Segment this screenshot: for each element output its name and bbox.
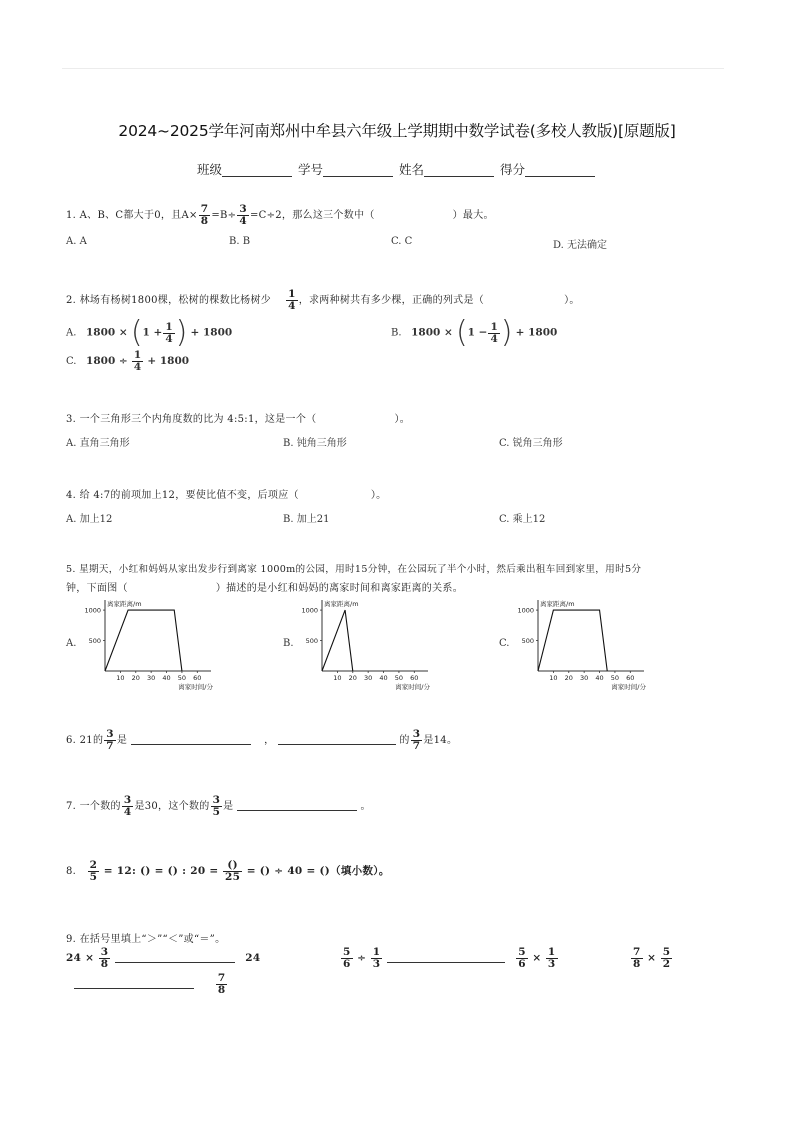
answer-blank[interactable]	[278, 733, 396, 745]
name-label: 姓名	[398, 162, 424, 177]
x-tick-label: 10	[116, 674, 125, 682]
x-tick-label: 60	[193, 674, 202, 682]
x-tick-label: 50	[177, 674, 187, 682]
question-5-line-2: 钟，下面图（ ）描述的是小红和妈妈的离家时间和离家距离的关系。	[66, 583, 464, 594]
x-tick-label: 10	[549, 674, 558, 682]
name-field[interactable]	[424, 164, 494, 177]
x-tick-label: 20	[564, 674, 573, 682]
answer-blank[interactable]	[74, 977, 194, 989]
y-axis-label: 离家距离/m	[540, 600, 575, 608]
x-tick-label: 50	[610, 674, 620, 682]
chart-option-c	[513, 596, 653, 692]
x-axis-label: 离家时间/分	[395, 683, 430, 691]
q2-option-c[interactable]: C. 1800 ÷ $\frac{1}{4}$ + 1800	[66, 349, 190, 373]
q3-option-c[interactable]: C. 锐角三角形	[499, 438, 563, 449]
q1-option-c[interactable]: C. C	[391, 236, 413, 247]
x-tick-label: 50	[394, 674, 404, 682]
q2-option-a[interactable]: A. 1800 × (1 + $\frac{1}{4}$ ) + 1800	[66, 315, 233, 350]
score-label: 得分	[499, 162, 525, 177]
answer-blank[interactable]	[115, 951, 235, 963]
x-tick-label: 30	[364, 674, 373, 682]
chart-option-b	[297, 596, 437, 692]
q3-option-a[interactable]: A. 直角三角形	[66, 438, 130, 449]
y-axis-label: 离家距离/m	[107, 600, 142, 608]
y-tick-label: 1000	[517, 606, 534, 615]
q3-option-b[interactable]: B. 钝角三角形	[283, 438, 347, 449]
x-tick-label: 60	[626, 674, 635, 682]
question-2: 2. 林场有杨树1800棵，松树的棵数比杨树少 $\frac{1}{4}$ ，求两种树共有多少棵，正确的列式是（ ）。	[66, 288, 580, 312]
y-tick-label: 1000	[301, 606, 318, 615]
y-tick-label: 500	[305, 637, 318, 646]
answer-blank[interactable]	[387, 951, 505, 963]
question-9: 9. 在括号里填上“＞”“＜”或“＝”。	[66, 934, 226, 945]
question-6: 6. 21的 $\frac{3}{7}$ 是 ， 的 $\frac{3}{7}$ 是14。	[66, 728, 458, 752]
fraction: $\frac{3}{4}$	[239, 203, 247, 227]
id-field[interactable]	[323, 164, 393, 177]
q4-option-a[interactable]: A. 加上12	[66, 514, 113, 525]
x-tick-label: 20	[131, 674, 140, 682]
q1-option-b[interactable]: B. B	[229, 236, 251, 247]
student-info-line	[0, 160, 794, 178]
x-tick-label: 10	[333, 674, 342, 682]
fraction: $\frac{1}{4}$	[288, 288, 296, 312]
x-tick-label: 40	[162, 674, 171, 682]
q2-option-b[interactable]: B. 1800 × (1 − $\frac{1}{4}$ ) + 1800	[391, 315, 558, 350]
page-title: 2024~2025学年河南郑州中牟县六年级上学期期中数学试卷(多校人教版)[原题版]	[118, 122, 676, 140]
question-3: 3. 一个三角形三个内角度数的比为 4:5:1，这是一个（ ）。	[66, 414, 411, 425]
x-tick-label: 20	[348, 674, 357, 682]
class-label: 班级	[196, 162, 222, 177]
x-axis-label: 离家时间/分	[611, 683, 646, 691]
q5-option-b-label[interactable]: B.	[283, 638, 294, 649]
series-line	[538, 610, 607, 671]
question-9-b: $\frac{5}{6}$ ÷ $\frac{1}{3}$ $\frac{5}{6}$ × $\frac{1}{3}$	[343, 946, 556, 970]
q1-option-a[interactable]: A. A	[66, 236, 87, 247]
question-9-a: 24 × $\frac{3}{8}$ 24	[66, 946, 261, 970]
x-tick-label: 40	[379, 674, 388, 682]
question-4: 4. 给 4:7的前项加上12，要使比值不变，后项应（ ）。	[66, 490, 387, 501]
x-tick-label: 40	[595, 674, 604, 682]
question-8: 8. $\frac{2}{5}$ = 12: () = () : 20 = $\frac{()}{25}$ = () ÷ 40 = ()（填小数）。	[66, 859, 390, 883]
y-axis-label: 离家距离/m	[324, 600, 359, 608]
q5-option-a-label[interactable]: A.	[66, 638, 77, 649]
answer-blank[interactable]	[131, 733, 251, 745]
fraction: $\frac{7}{8}$	[200, 203, 209, 227]
q4-option-c[interactable]: C. 乘上12	[499, 514, 546, 525]
x-tick-label: 30	[147, 674, 156, 682]
x-axis-label: 离家时间/分	[178, 683, 213, 691]
q4-option-b[interactable]: B. 加上21	[283, 514, 330, 525]
y-tick-label: 1000	[84, 606, 101, 615]
answer-blank[interactable]	[237, 799, 357, 811]
id-label: 学号	[297, 162, 323, 177]
q1-option-d[interactable]: D. 无法确定	[553, 240, 608, 251]
question-9-c-right: $\frac{7}{8}$	[74, 973, 228, 996]
x-tick-label: 60	[410, 674, 419, 682]
series-line	[105, 610, 182, 671]
x-tick-label: 30	[580, 674, 589, 682]
series-line	[322, 610, 353, 671]
question-7: 7. 一个数的 $\frac{3}{4}$ 是30，这个数的 $\frac{3}{5}$ 是 。	[66, 794, 371, 818]
question-1: 1. A、B、C都大于0，且A× $\frac{7}{8}$ =B÷ $\frac{3}{4}$ =C÷2，那么这三个数中（ ）最大。	[66, 203, 494, 227]
question-5-line-1: 5. 星期天，小红和妈妈从家出发步行到离家 1000m的公园，用时15分钟，在公园玩了半个小时，然后乘出租车回到家里，用时5分	[66, 564, 642, 575]
q5-option-c-label[interactable]: C.	[499, 638, 510, 649]
score-field[interactable]	[525, 164, 595, 177]
class-field[interactable]	[222, 164, 292, 177]
question-9-c-left: $\frac{7}{8}$ × $\frac{5}{2}$	[633, 946, 671, 970]
y-tick-label: 500	[88, 637, 101, 646]
y-tick-label: 500	[521, 637, 534, 646]
chart-option-a	[80, 596, 220, 692]
page-top-rule	[62, 68, 724, 69]
